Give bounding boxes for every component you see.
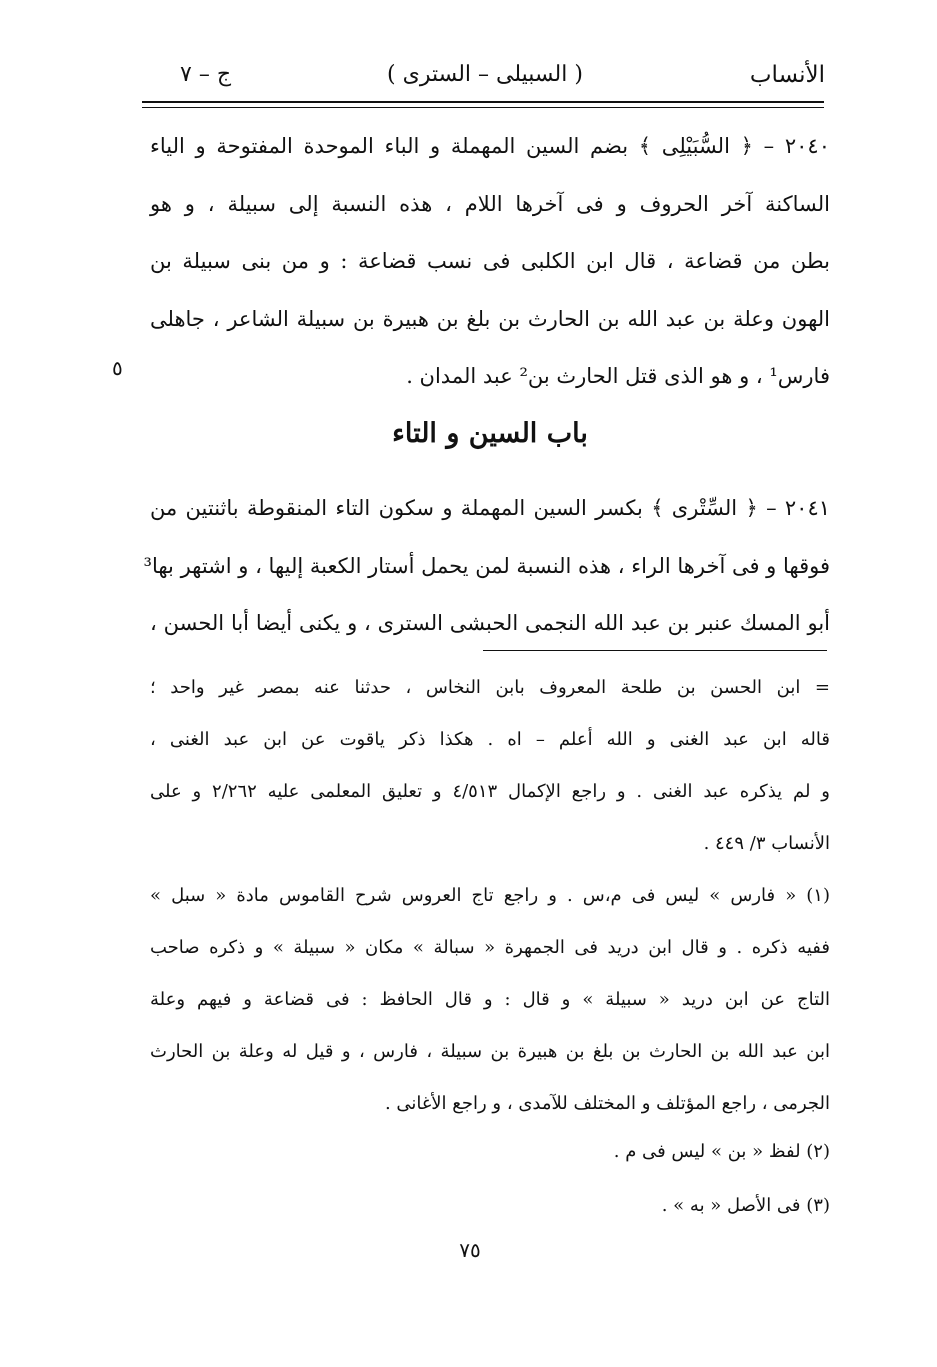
header-rule-thick — [142, 101, 824, 103]
footnote-line: ابن عبد الله بن الحارث بن بلغ بن هبيرة بن سبيلة ، فارس ، و قيل له وعلة بن الحارث — [150, 1041, 830, 1062]
entry-2041 — [143, 480, 831, 653]
margin-line-number: ٥ — [112, 356, 123, 380]
footnote-line: و لم يذكره عبد الغنى . و راجع الإكمال ٤/٥١٣ و تعليق المعلمى عليه ٢/٢٦٢ و على — [150, 781, 830, 802]
entry-2040-line: الساكنة آخر الحروف و فى آخرها اللام ، هذه النسبة إلى سبيلة ، و هو — [150, 191, 830, 216]
section-title: باب السين و التاء — [392, 418, 588, 449]
footnote-line: قاله ابن عبد الغنى و الله أعلم – اه . هكذا ذكر ياقوت عن ابن عبد الغنى ، — [150, 729, 830, 750]
footnote-line: الجرمى ، راجع المؤتلف و المختلف للآمدى ، و راجع الأغانى . — [384, 1093, 830, 1114]
footnote-rule — [483, 650, 827, 651]
header-book-title: الأنساب — [749, 62, 825, 88]
footnote-line: (٢) لفظ « بن » ليس فى م . — [613, 1141, 830, 1162]
footnote-line: ففيه ذكره . و قال ابن دريد فى الجمهرة « سبالة » مكان « سبيلة » و ذكره صاحب — [150, 937, 830, 958]
entry-2040-line: ٢٠٤٠ – ﴿ السُّبَيْلِى ﴾ بضم السين المهملة و الباء الموحدة المفتوحة و الياء — [150, 134, 830, 158]
entry-2040-line: الهون وعلة بن عبد الله بن الحارث بن بلغ بن هبيرة بن سبيلة الشاعر ، جاهلى — [150, 306, 830, 331]
header-volume: ج – ٧ — [180, 62, 232, 87]
entry-2040-line: بطن من قضاعة ، قال ابن الكلبى فى نسب قضاعة : و من بنى سبيلة بن — [150, 249, 830, 273]
running-header — [140, 58, 825, 98]
footnote-line: التاج عن ابن دريد « سبيلة » و قال : و قال الحافظ : فى قضاعة و فيهم وعلة — [150, 989, 830, 1010]
footnote-2 — [150, 1126, 830, 1178]
entry-2041-line: أبو المسك عنبر بن عبد الله النجمى الحبشى السترى ، و يكنى أيضا أبا الحسن ، — [150, 611, 830, 635]
entry-2041-line: فوقها و فى آخرها الراء ، هذه النسبة لمن يحمل أستار الكعبة إليها ، و اشتهر بها³ — [143, 553, 830, 578]
footnote-line: (٣) فى الأصل « به » . — [661, 1195, 830, 1216]
header-entry-range: ( السبيلى – السترى ) — [387, 62, 583, 87]
footnote-1 — [150, 870, 830, 1130]
footnote-line: الأنساب ٣/ ٤٤٩ . — [703, 833, 830, 854]
footnote-3 — [150, 1180, 830, 1232]
header-rule-thin — [142, 107, 824, 108]
footnote-line: = ابن الحسن بن طلحة المعروف بابن النخاس ، حدثنا عنه بمصر غير واحد ؛ — [150, 677, 830, 698]
entry-2040-line: فارس¹ ، و هو الذى قتل الحارث بن² عبد المدان . — [406, 364, 830, 388]
entry-2040 — [150, 118, 830, 406]
page-number: ٧٥ — [459, 1238, 481, 1262]
continued-footnote — [150, 662, 830, 870]
entry-2041-line: ٢٠٤١ – ﴿ السِّتْرى ﴾ بكسر السين المهملة و سكون التاء المنقوطة باثنتين من — [150, 496, 831, 520]
footnote-line: (١) « فارس » ليس فى م،س . و راجع تاج العروس شرح القاموس مادة « سبل » — [150, 885, 830, 906]
